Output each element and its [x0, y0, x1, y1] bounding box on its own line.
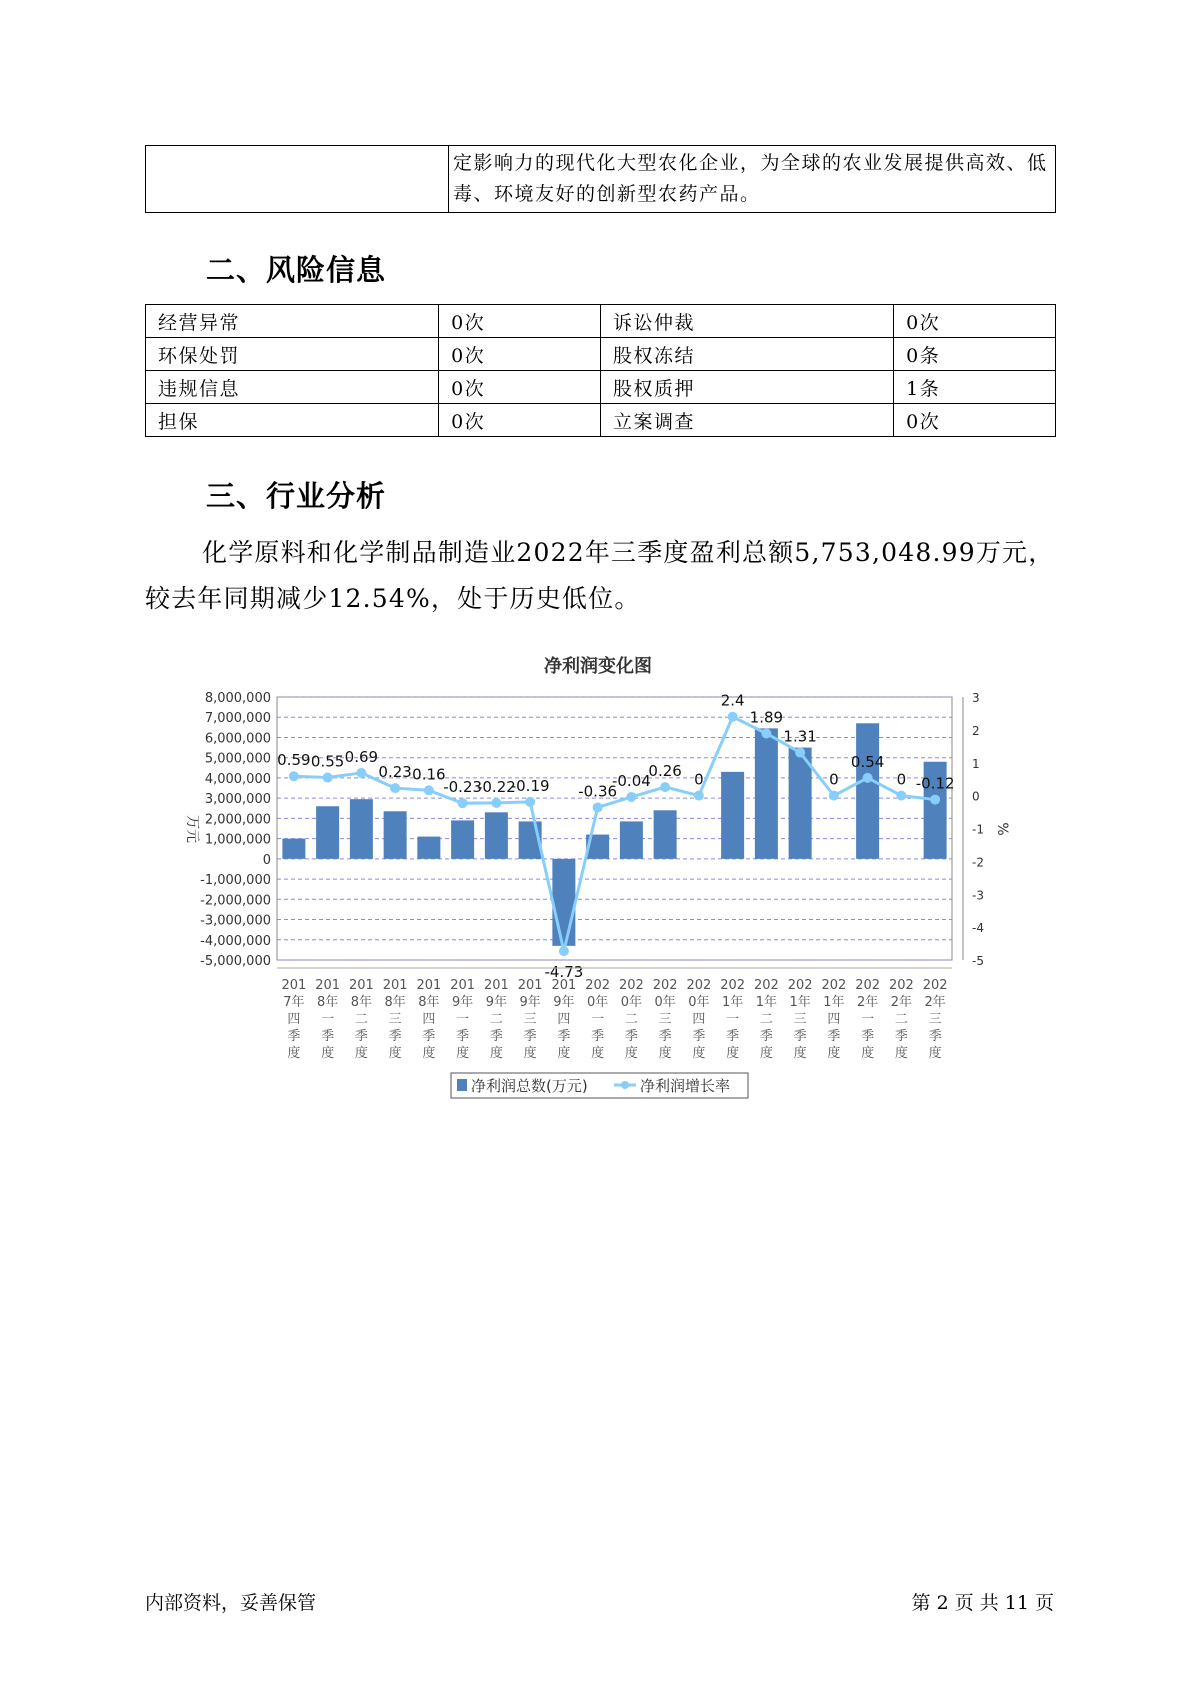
x-category-line: 度 [928, 1046, 942, 1061]
x-category-line: 四 [422, 1012, 436, 1027]
x-category-label [518, 978, 543, 1061]
growth-data-label: 0.23 [378, 763, 412, 782]
x-category-line: 度 [489, 1046, 503, 1061]
legend-bar-swatch [457, 1079, 467, 1091]
x-category-line: 202 [720, 978, 746, 993]
x-category-label [450, 978, 475, 1061]
x-category-line: 度 [456, 1046, 470, 1061]
bar [384, 811, 407, 859]
x-category-line: 9年 [485, 995, 508, 1010]
y-right-label: % [994, 822, 1010, 836]
industry-paragraph: 化学原料和化学制品制造业2022年三季度盈利总额5,753,048.99万元，较去年同期减少12.54%，处于历史低位。 [145, 538, 1055, 613]
x-category-line: 季 [692, 1029, 706, 1044]
footer-left: 内部资料，妥善保管 [145, 1592, 317, 1614]
x-category-line: 季 [354, 1029, 368, 1044]
x-category-label [281, 978, 306, 1061]
y-right-tick-label: 3 [972, 691, 980, 705]
risk-item-value: 1条 [894, 371, 1056, 404]
x-category-line: 季 [624, 1029, 638, 1044]
x-category-line: 四 [692, 1012, 706, 1027]
growth-data-label: -0.04 [611, 771, 651, 790]
x-category-line: 9年 [553, 995, 575, 1010]
footer-right: 第 2 页 共 11 页 [911, 1592, 1054, 1614]
y-right-tick-label: 0 [972, 789, 980, 804]
growth-data-label: -4.73 [544, 963, 584, 982]
risk-item-label: 立案调查 [600, 404, 893, 437]
x-category-line: 三 [523, 1012, 537, 1027]
x-category-line: 季 [793, 1029, 807, 1044]
x-category-line: 度 [624, 1046, 638, 1061]
x-category-line: 201 [382, 978, 408, 993]
growth-point [323, 773, 333, 783]
x-category-line: 度 [321, 1046, 335, 1061]
x-category-line: 季 [861, 1029, 875, 1044]
y-right-tick-label: -5 [972, 954, 984, 968]
growth-data-label: 1.89 [749, 708, 784, 727]
x-category-line: 201 [281, 978, 307, 993]
x-category-label [754, 978, 779, 1061]
x-category-line: 1年 [721, 995, 744, 1010]
x-category-line: 度 [422, 1046, 436, 1061]
risk-item-value: 0次 [894, 404, 1056, 437]
risk-item-value: 0次 [439, 404, 601, 437]
risk-item-value: 0次 [894, 305, 1056, 338]
x-category-label [315, 978, 340, 1061]
growth-data-label: -0.36 [578, 782, 618, 801]
risk-item-label: 担保 [146, 404, 439, 437]
x-category-line: 三 [658, 1012, 672, 1027]
bar [316, 806, 339, 859]
y-right-tick-label: -1 [972, 822, 984, 837]
growth-point [491, 798, 501, 808]
bar [451, 820, 474, 858]
x-category-label [788, 978, 813, 1061]
chart-title: 净利润变化图 [544, 656, 652, 677]
growth-point [593, 802, 603, 812]
x-category-line: 四 [827, 1012, 841, 1027]
risk-item-value: 0次 [439, 371, 601, 404]
growth-point [424, 785, 434, 795]
y-left-tick-label: 4,000,000 [204, 771, 271, 787]
growth-point [525, 797, 535, 807]
x-category-line: 度 [894, 1046, 908, 1061]
risk-item-label: 诉讼仲裁 [600, 305, 893, 338]
x-category-line: 2年 [924, 995, 946, 1010]
growth-data-label: 0.69 [344, 747, 379, 766]
x-category-line: 1年 [789, 995, 811, 1010]
risk-item-label: 违规信息 [146, 371, 439, 404]
intro-text-cell: 定影响力的现代化大型农化企业，为全球的农业发展提供高效、低毒、环境友好的创新型农药产品。 [449, 146, 1056, 213]
y-left-tick-label: 1,000,000 [204, 832, 271, 848]
x-category-line: 202 [787, 978, 813, 993]
x-category-label [821, 978, 846, 1061]
x-category-line: 三 [793, 1012, 807, 1027]
growth-data-label: -0.23 [443, 778, 483, 797]
x-category-line: 二 [624, 1012, 638, 1027]
x-category-line: 一 [321, 1012, 335, 1027]
x-category-line: 季 [456, 1029, 470, 1044]
section-title-risk: 二、风险信息 [206, 253, 387, 287]
section-title-industry: 三、行业分析 [206, 479, 387, 513]
x-category-line: 季 [287, 1029, 301, 1044]
x-category-line: 1年 [823, 995, 845, 1010]
x-category-label [653, 978, 678, 1061]
growth-point [829, 791, 839, 801]
x-category-line: 9年 [451, 995, 474, 1010]
growth-data-label: 0 [829, 770, 839, 789]
x-category-line: 202 [855, 978, 881, 993]
y-right-tick-label: 1 [972, 756, 980, 771]
risk-item-label: 环保处罚 [146, 338, 439, 371]
growth-data-label: 0.55 [310, 752, 345, 771]
x-category-line: 季 [726, 1029, 740, 1044]
y-left-tick-label: 7,000,000 [204, 711, 271, 727]
x-category-line: 三 [388, 1012, 402, 1027]
x-category-line: 度 [591, 1046, 605, 1061]
bar [856, 723, 879, 859]
growth-data-label: -0.12 [915, 774, 955, 793]
bar [282, 839, 305, 859]
x-category-line: 度 [793, 1046, 807, 1061]
growth-data-label: 0 [896, 770, 907, 789]
x-category-line: 9年 [519, 995, 541, 1010]
x-category-label [720, 978, 745, 1061]
bar [485, 812, 508, 859]
growth-data-label: 0.54 [850, 752, 885, 771]
growth-data-label: -0.19 [510, 776, 550, 795]
x-category-line: 202 [585, 978, 611, 993]
x-category-label [383, 978, 408, 1061]
x-category-line: 二 [489, 1012, 503, 1027]
risk-item-label: 股权冻结 [600, 338, 893, 371]
x-category-line: 季 [759, 1029, 773, 1044]
x-category-label [619, 978, 644, 1061]
legend-bar-label: 净利润总数(万元) [471, 1077, 588, 1095]
y-left-tick-label: -4,000,000 [200, 933, 271, 949]
x-category-line: 0年 [654, 995, 676, 1010]
y-left-tick-label: 3,000,000 [204, 792, 271, 808]
x-category-line: 8年 [418, 995, 440, 1010]
x-category-line: 1年 [755, 995, 778, 1010]
x-category-line: 度 [557, 1046, 571, 1061]
growth-point [289, 771, 299, 781]
bar [552, 859, 575, 946]
x-category-line: 度 [354, 1046, 368, 1061]
growth-data-label: 0.26 [648, 762, 682, 781]
x-category-label [349, 978, 374, 1061]
x-category-line: 季 [827, 1029, 841, 1044]
x-category-line: 四 [557, 1012, 571, 1027]
x-category-line: 度 [287, 1046, 301, 1061]
y-right-tick-label: -3 [972, 888, 984, 903]
x-category-line: 201 [517, 978, 543, 993]
x-category-line: 季 [894, 1029, 908, 1044]
x-category-line: 二 [354, 1012, 368, 1027]
growth-point [863, 773, 873, 783]
growth-data-label: 0.16 [412, 765, 446, 784]
plot-area [277, 697, 952, 960]
legend-line-marker [621, 1081, 629, 1089]
x-category-line: 度 [726, 1046, 740, 1061]
growth-point [458, 798, 468, 808]
x-category-line: 201 [483, 978, 509, 993]
y-left-tick-label: 2,000,000 [204, 812, 271, 828]
x-category-line: 度 [658, 1046, 672, 1061]
x-category-line: 季 [489, 1029, 503, 1044]
x-category-line: 一 [861, 1012, 875, 1027]
growth-data-label: 2.4 [720, 691, 745, 710]
x-category-line: 三 [928, 1012, 942, 1027]
x-category-label [923, 978, 948, 1061]
x-category-line: 0年 [688, 995, 710, 1010]
x-category-line: 季 [658, 1029, 672, 1044]
growth-point [896, 791, 906, 801]
bar [350, 799, 373, 859]
bar [620, 821, 643, 858]
x-category-line: 202 [652, 978, 678, 993]
x-category-label [416, 978, 441, 1061]
growth-point [761, 728, 771, 738]
y-left-tick-label: -3,000,000 [200, 913, 271, 929]
x-category-line: 201 [315, 978, 341, 993]
x-category-line: 度 [861, 1046, 875, 1061]
x-category-label [551, 978, 576, 1061]
x-category-line: 0年 [586, 995, 609, 1010]
bar [755, 728, 778, 858]
x-category-line: 202 [753, 978, 779, 993]
x-category-line: 8年 [350, 995, 373, 1010]
x-category-line: 季 [557, 1029, 571, 1044]
growth-point [390, 783, 400, 793]
growth-data-label: 0 [694, 770, 704, 789]
y-right-tick-label: -2 [972, 855, 984, 870]
risk-item-value: 0次 [439, 338, 601, 371]
x-category-line: 201 [551, 978, 577, 993]
x-category-line: 季 [523, 1029, 537, 1044]
x-category-line: 季 [422, 1029, 436, 1044]
x-category-label [585, 978, 610, 1061]
x-category-line: 2年 [856, 995, 879, 1010]
growth-point [930, 795, 940, 805]
growth-point [559, 946, 569, 956]
x-category-label [855, 978, 880, 1061]
y-left-tick-label: -2,000,000 [200, 893, 271, 909]
x-category-line: 度 [759, 1046, 773, 1061]
x-category-line: 度 [523, 1046, 537, 1061]
x-category-line: 季 [321, 1029, 335, 1044]
x-category-line: 201 [348, 978, 374, 993]
x-category-line: 202 [922, 978, 948, 993]
growth-point [356, 768, 366, 778]
x-category-line: 度 [692, 1046, 706, 1061]
x-category-line: 7年 [283, 995, 305, 1010]
risk-item-label: 经营异常 [146, 305, 439, 338]
x-category-line: 8年 [384, 995, 406, 1010]
risk-item-label: 股权质押 [600, 371, 893, 404]
x-category-line: 201 [450, 978, 476, 993]
x-category-label [889, 978, 914, 1061]
growth-data-label: -0.22 [476, 777, 516, 796]
x-category-label [484, 978, 509, 1061]
x-category-line: 度 [827, 1046, 841, 1061]
x-category-line: 8年 [316, 995, 339, 1010]
bar [721, 772, 744, 859]
x-category-line: 季 [928, 1029, 942, 1044]
x-category-line: 一 [726, 1012, 740, 1027]
x-category-line: 季 [388, 1029, 402, 1044]
x-category-label [686, 978, 711, 1061]
x-category-line: 202 [888, 978, 914, 993]
growth-point [660, 782, 670, 792]
x-category-line: 季 [591, 1029, 605, 1044]
growth-point [626, 792, 636, 802]
growth-data-label: 1.31 [783, 727, 817, 746]
y-left-label: 万元 [184, 815, 200, 843]
y-left-tick-label: -5,000,000 [200, 954, 271, 969]
y-right-tick-label: -4 [972, 921, 984, 936]
x-category-line: 202 [686, 978, 712, 993]
x-category-line: 二 [759, 1012, 773, 1027]
y-right-tick-label: 2 [972, 723, 980, 738]
x-category-line: 一 [456, 1012, 470, 1027]
x-category-line: 2年 [890, 995, 913, 1010]
risk-item-value: 0次 [439, 305, 601, 338]
x-category-line: 四 [287, 1012, 301, 1027]
x-category-line: 0年 [620, 995, 643, 1010]
y-left-tick-label: 0 [262, 852, 271, 868]
x-category-line: 201 [416, 978, 442, 993]
bar [654, 810, 677, 859]
risk-item-value: 0条 [894, 338, 1056, 371]
chart-legend [451, 1073, 748, 1098]
y-left-tick-label: 5,000,000 [204, 751, 271, 767]
legend-line-label: 净利润增长率 [640, 1077, 731, 1095]
y-left-tick-label: 8,000,000 [204, 691, 271, 706]
x-category-line: 202 [618, 978, 644, 993]
x-category-line: 二 [894, 1012, 908, 1027]
x-category-line: 度 [388, 1046, 402, 1061]
y-left-tick-label: 6,000,000 [204, 731, 271, 747]
bar [417, 837, 440, 859]
growth-point [795, 748, 805, 758]
x-category-line: 一 [591, 1012, 605, 1027]
growth-data-label: 0.59 [277, 751, 311, 770]
growth-point [694, 791, 704, 801]
growth-point [728, 712, 738, 722]
y-left-tick-label: -1,000,000 [200, 873, 271, 889]
x-category-line: 202 [821, 978, 847, 993]
